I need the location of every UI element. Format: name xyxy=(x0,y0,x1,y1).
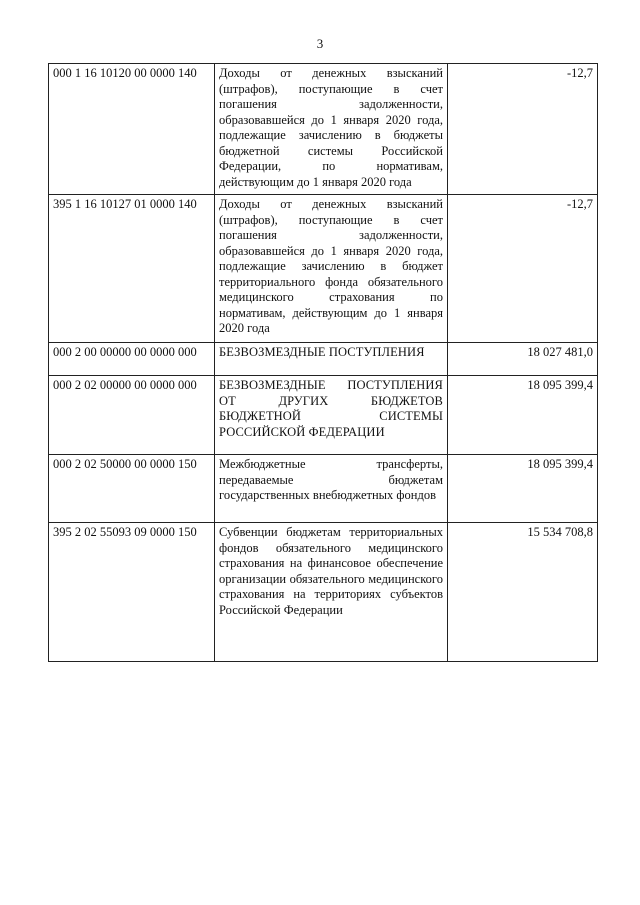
revenue-amount: 18 027 481,0 xyxy=(448,343,598,376)
revenue-description: Доходы от денежных взысканий (штрафов), поступающие в счет погашения задолженности, образовавшейся до 1 января 2020 года, подлежащие зачислению в бюджеты бюджетной системы Российской Федерации, по нормативам, действующим до 1 января 2020 года xyxy=(215,64,448,195)
page-number: 3 xyxy=(316,36,324,51)
revenue-amount: 15 534 708,8 xyxy=(448,523,598,662)
budget-classification-code: 000 1 16 10120 00 0000 140 xyxy=(49,64,215,195)
revenue-amount: -12,7 xyxy=(448,195,598,343)
revenue-description: БЕЗВОЗМЕЗДНЫЕ ПОСТУПЛЕНИЯ ОТ ДРУГИХ БЮДЖЕТОВ БЮДЖЕТНОЙ СИСТЕМЫ РОССИЙСКОЙ ФЕДЕРАЦИИ xyxy=(215,376,448,455)
revenue-description: Межбюджетные трансферты, передаваемые бюджетам государственных внебюджетных фондов xyxy=(215,455,448,523)
table-row xyxy=(49,376,598,455)
revenue-amount: 18 095 399,4 xyxy=(448,455,598,523)
table-row xyxy=(49,64,598,195)
budget-classification-code: 395 1 16 10127 01 0000 140 xyxy=(49,195,215,343)
budget-revenue-table xyxy=(48,63,598,662)
revenue-amount: 18 095 399,4 xyxy=(448,376,598,455)
budget-classification-code: 000 2 00 00000 00 0000 000 xyxy=(49,343,215,376)
table-row xyxy=(49,523,598,662)
revenue-amount: -12,7 xyxy=(448,64,598,195)
table-row xyxy=(49,195,598,343)
table-row xyxy=(49,343,598,376)
budget-classification-code: 000 2 02 50000 00 0000 150 xyxy=(49,455,215,523)
budget-classification-code: 395 2 02 55093 09 0000 150 xyxy=(49,523,215,662)
table-row xyxy=(49,455,598,523)
revenue-description: БЕЗВОЗМЕЗДНЫЕ ПОСТУПЛЕНИЯ xyxy=(215,343,448,376)
revenue-description: Субвенции бюджетам территориальных фондов обязательного медицинского страхования на финансовое обеспечение организации обязательного медицинского страхования на территориях субъектов Российской Федерации xyxy=(215,523,448,662)
revenue-description: Доходы от денежных взысканий (штрафов), поступающие в счет погашения задолженности, образовавшейся до 1 января 2020 года, подлежащие зачислению в бюджет территориального фонда обязательного медицинского страхования по нормативам, действующим до 1 января 2020 года xyxy=(215,195,448,343)
budget-classification-code: 000 2 02 00000 00 0000 000 xyxy=(49,376,215,455)
